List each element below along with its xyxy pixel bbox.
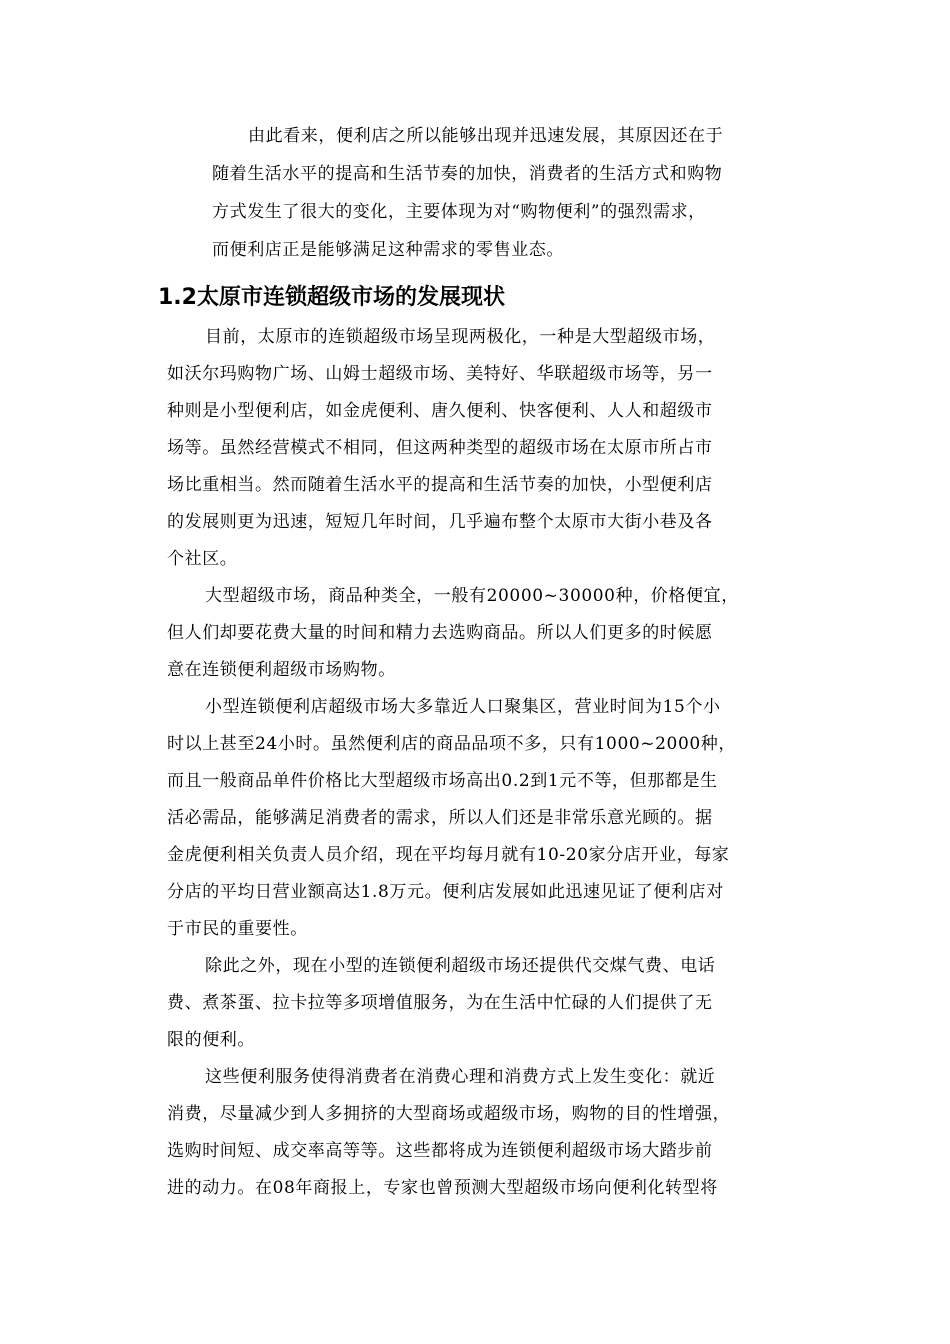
- paragraph-line: 场等。虽然经营模式不相同，但这两种类型的超级市场在太原市所占市: [167, 438, 713, 458]
- paragraph-line: 费、煮茶蛋、拉卡拉等多项增值服务，为在生活中忙碌的人们提供了无: [167, 993, 713, 1013]
- paragraph-line: 种则是小型便利店，如金虎便利、唐久便利、快客便利、人人和超级市: [167, 401, 713, 421]
- paragraph-line: 而便利店正是能够满足这种需求的零售业态。: [212, 240, 564, 260]
- paragraph-line: 如沃尔玛购物广场、山姆士超级市场、美特好、华联超级市场等，另一: [167, 364, 713, 384]
- paragraph-line: 由此看来，便利店之所以能够出现并迅速发展，其原因还在于: [248, 126, 724, 146]
- paragraph-line: 活必需品，能够满足消费者的需求，所以人们还是非常乐意光顾的。据: [167, 808, 713, 828]
- paragraph-line: 随着生活水平的提高和生活节奏的加快，消费者的生活方式和购物: [212, 164, 723, 184]
- paragraph-line: 时以上甚至24小时。虽然便利店的商品品项不多，只有1000~2000种，: [167, 734, 737, 754]
- paragraph-line: 分店的平均日营业额高达1.8万元。便利店发展如此迅速见证了便利店对: [167, 882, 724, 902]
- paragraph-line: 方式发生了很大的变化，主要体现为对“购物便利”的强烈需求，: [212, 202, 706, 222]
- paragraph-line: 个社区。: [167, 549, 238, 569]
- paragraph-line: 于市民的重要性。: [167, 919, 308, 939]
- paragraph-line: 进的动力。在08年商报上，专家也曾预测大型超级市场向便利化转型将: [167, 1178, 718, 1198]
- paragraph-line: 意在连锁便利超级市场购物。: [167, 660, 396, 680]
- section-heading: 1.2太原市连锁超级市场的发展现状: [158, 285, 505, 310]
- paragraph-line: 消费，尽量减少到人多拥挤的大型商场或超级市场，购物的目的性增强，: [167, 1104, 731, 1124]
- paragraph-line: 除此之外，现在小型的连锁便利超级市场还提供代交煤气费、电话: [205, 956, 716, 976]
- paragraph-line: 金虎便利相关负责人员介绍，现在平均每月就有10-20家分店开业，每家: [167, 845, 730, 865]
- paragraph-line: 限的便利。: [167, 1030, 255, 1050]
- paragraph-line: 小型连锁便利店超级市场大多靠近人口聚集区，营业时间为15个小: [205, 697, 721, 717]
- paragraph-line: 这些便利服务使得消费者在消费心理和消费方式上发生变化：就近: [205, 1067, 716, 1087]
- paragraph-line: 大型超级市场，商品种类全，一般有20000~30000种，价格便宜，: [205, 586, 739, 606]
- paragraph-line: 而且一般商品单件价格比大型超级市场高出0.2到1元不等，但那都是生: [167, 771, 718, 791]
- paragraph-line: 选购时间短、成交率高等等。这些都将成为连锁便利超级市场大踏步前: [167, 1141, 713, 1161]
- paragraph-line: 但人们却要花费大量的时间和精力去选购商品。所以人们更多的时候愿: [167, 623, 713, 643]
- paragraph-line: 的发展则更为迅速，短短几年时间，几乎遍布整个太原市大街小巷及各: [167, 512, 713, 532]
- paragraph-line: 场比重相当。然而随着生活水平的提高和生活节奏的加快，小型便利店: [167, 475, 713, 495]
- paragraph-line: 目前，太原市的连锁超级市场呈现两极化，一种是大型超级市场，: [205, 327, 716, 347]
